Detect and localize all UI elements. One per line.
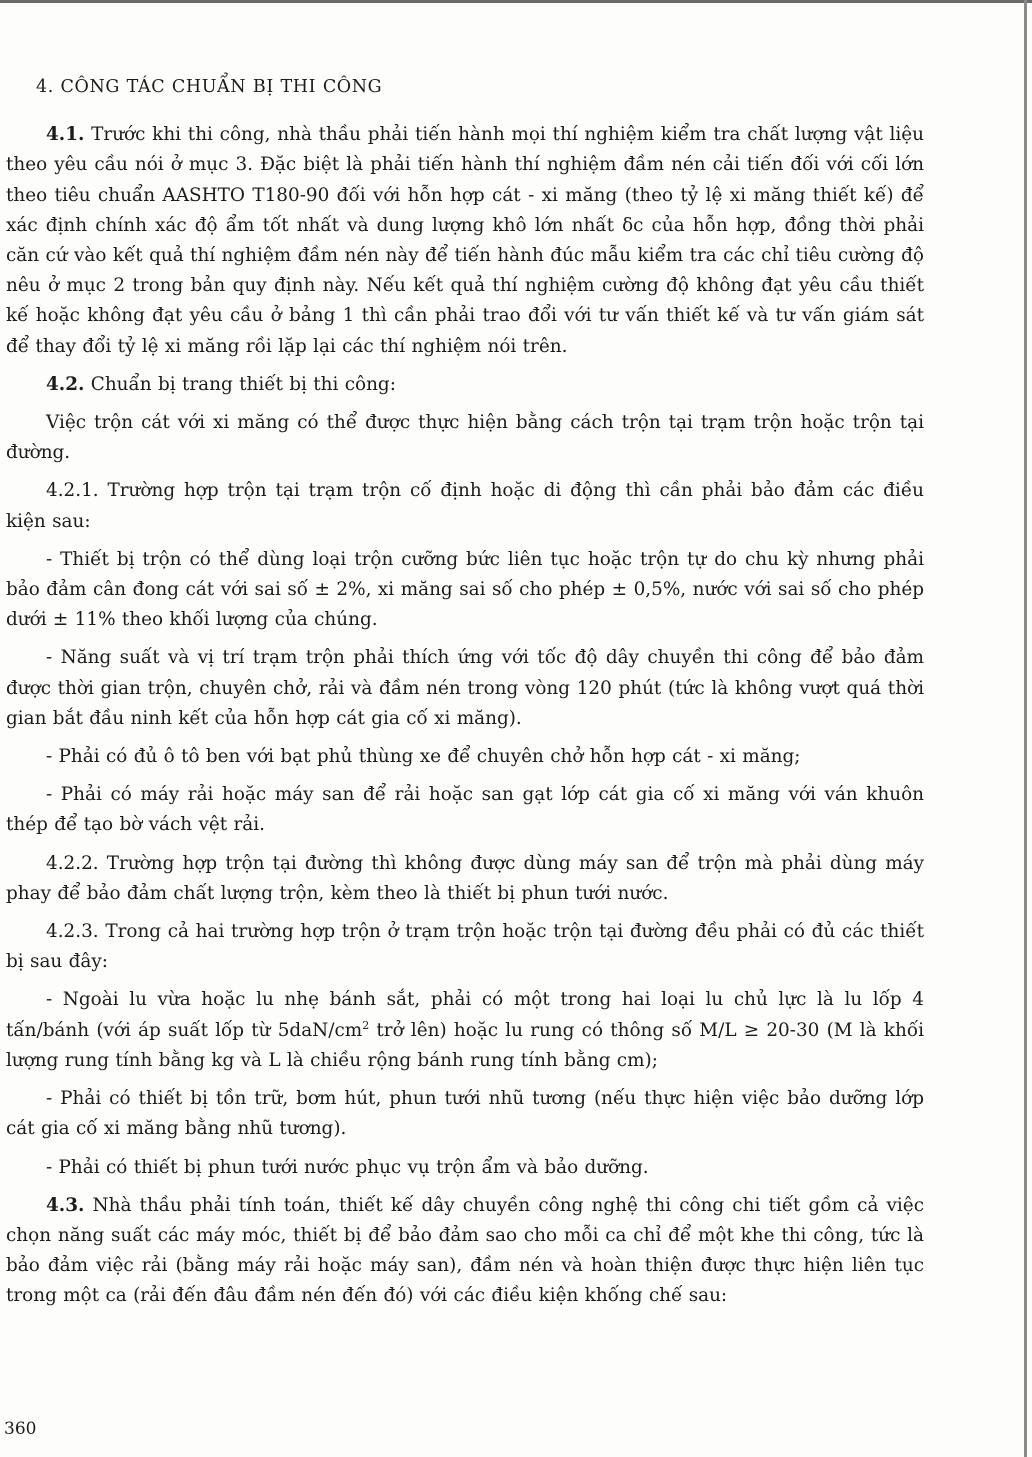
rollers-text-start: - Ngoài lu vừa hoặc lu nhẹ bánh sắt, phải có một trong hai loại lu chủ lực là lu lốp 4 tấn/bánh (với áp suất lốp từ 5daN/cm <box>6 989 924 1041</box>
list-item-paver: - Phải có máy rải hoặc máy san để rải hoặc san gạt lớp cát gia cố xi măng với ván khuôn thép để tạo bờ vách vệt rải. <box>6 784 924 836</box>
document-body <box>6 72 924 1320</box>
list-item-plant-capacity: - Năng suất và vị trí trạm trộn phải thích ứng với tốc độ dây chuyền thi công để bảo đảm được thời gian trộn, chuyên chở, rải và đầm nén trong vòng 120 phút (tức là không vượt quá thời gian bắt đầu ninh kết của hỗn hợp cát gia cố xi măng). <box>6 647 924 729</box>
page-number: 360 <box>4 1419 37 1439</box>
right-scan-edge <box>1024 0 1027 1457</box>
paragraph-text: Chuẩn bị trang thiết bị thi công: <box>84 373 396 395</box>
paragraph-text: Trước khi thi công, nhà thầu phải tiến hành mọi thí nghiệm kiểm tra chất lượng vật liệu theo yêu cầu nói ở mục 3. Đặc biệt là phải tiến hành thí nghiệm đầm nén cải tiến đối với cối lớn theo tiêu chuẩn AASHTO T180-90 đối với hỗn hợp cát - xi măng (theo tỷ lệ xi măng thiết kế) để xác định chính xác độ ẩm tốt nhất và dung lượng khô lớn nhất δc của hỗn hợp, đồng thời phải căn cứ vào kết quả thí nghiệm đầm nén này để tiến hành đúc mẫu kiểm tra các chỉ tiêu cường độ nêu ở mục 2 trong bản quy định này. Nếu kết quả thí nghiệm cường độ không đạt yêu cầu thiết kế hoặc không đạt yêu cầu ở bảng 1 thì cần phải trao đổi với tư vấn thiết kế và tư vấn giám sát để thay đổi tỷ lệ xi măng rồi lặp lại các thí nghiệm nói trên. <box>6 124 924 357</box>
list-item-rollers <box>6 985 924 1076</box>
paragraph-mixing-options: Việc trộn cát với xi măng có thể được thực hiện bằng cách trộn tại trạm trộn hoặc trộn tại đường. <box>6 412 924 464</box>
clause-number: 4.3. <box>46 1194 85 1216</box>
paragraph-4-1 <box>6 120 924 362</box>
paragraph-4-3 <box>6 1191 924 1312</box>
top-scan-edge <box>0 0 1032 3</box>
section-heading: 4. CÔNG TÁC CHUẨN BỊ THI CÔNG <box>36 77 383 97</box>
paragraph-4-2-3: 4.2.3. Trong cả hai trường hợp trộn ở trạm trộn hoặc trộn tại đường đều phải có đủ các thiết bị sau đây: <box>6 921 924 973</box>
list-item-mixer: - Thiết bị trộn có thể dùng loại trộn cưỡng bức liên tục hoặc trộn tự do chu kỳ nhưng phải bảo đảm cân đong cát với sai số ± 2%, xi măng sai số cho phép ± 0,5%, nước với sai số cho phép dưới ± 11% theo khối lượng của chúng. <box>6 548 924 631</box>
list-item-water-spray: - Phải có thiết bị phun tưới nước phục vụ trộn ẩm và bảo dưỡng. <box>46 1156 649 1178</box>
clause-number: 4.1. <box>46 124 85 146</box>
clause-number: 4.2. <box>46 373 85 395</box>
unit-exponent: 2 <box>362 1018 370 1032</box>
list-item-trucks: - Phải có đủ ô tô ben với bạt phủ thùng xe để chuyên chở hỗn hợp cát - xi măng; <box>46 746 801 768</box>
paragraph-4-2 <box>6 370 924 400</box>
rollers-text-end: trở lên) hoặc lu rung có thông số M/L ≥ 20-30 (M là khối lượng rung tính bằng kg và L là chiều rộng bánh rung tính bằng cm); <box>6 1019 924 1071</box>
paragraph-4-2-2: 4.2.2. Trường hợp trộn tại đường thì không được dùng máy san để trộn mà phải dùng máy phay để bảo đảm chất lượng trộn, kèm theo là thiết bị phun tưới nước. <box>6 852 924 904</box>
list-item-emulsion: - Phải có thiết bị tồn trữ, bơm hút, phun tưới nhũ tương (nếu thực hiện việc bảo dưỡng lớp cát gia cố xi măng bằng nhũ tương). <box>6 1088 924 1140</box>
paragraph-4-2-1: 4.2.1. Trường hợp trộn tại trạm trộn cố định hoặc di động thì cần phải bảo đảm các điều kiện sau: <box>6 480 924 532</box>
paragraph-text: Nhà thầu phải tính toán, thiết kế dây chuyền công nghệ thi công chi tiết gồm cả việc chọn năng suất các máy móc, thiết bị để bảo đảm sao cho mỗi ca chỉ để một khe thi công, tức là bảo đảm việc rải (bằng máy rải hoặc máy san), đầm nén và hoàn thiện được thực hiện liên tục trong một ca (rải đến đâu đầm nén đến đó) với các điều kiện khống chế sau: <box>6 1194 924 1307</box>
